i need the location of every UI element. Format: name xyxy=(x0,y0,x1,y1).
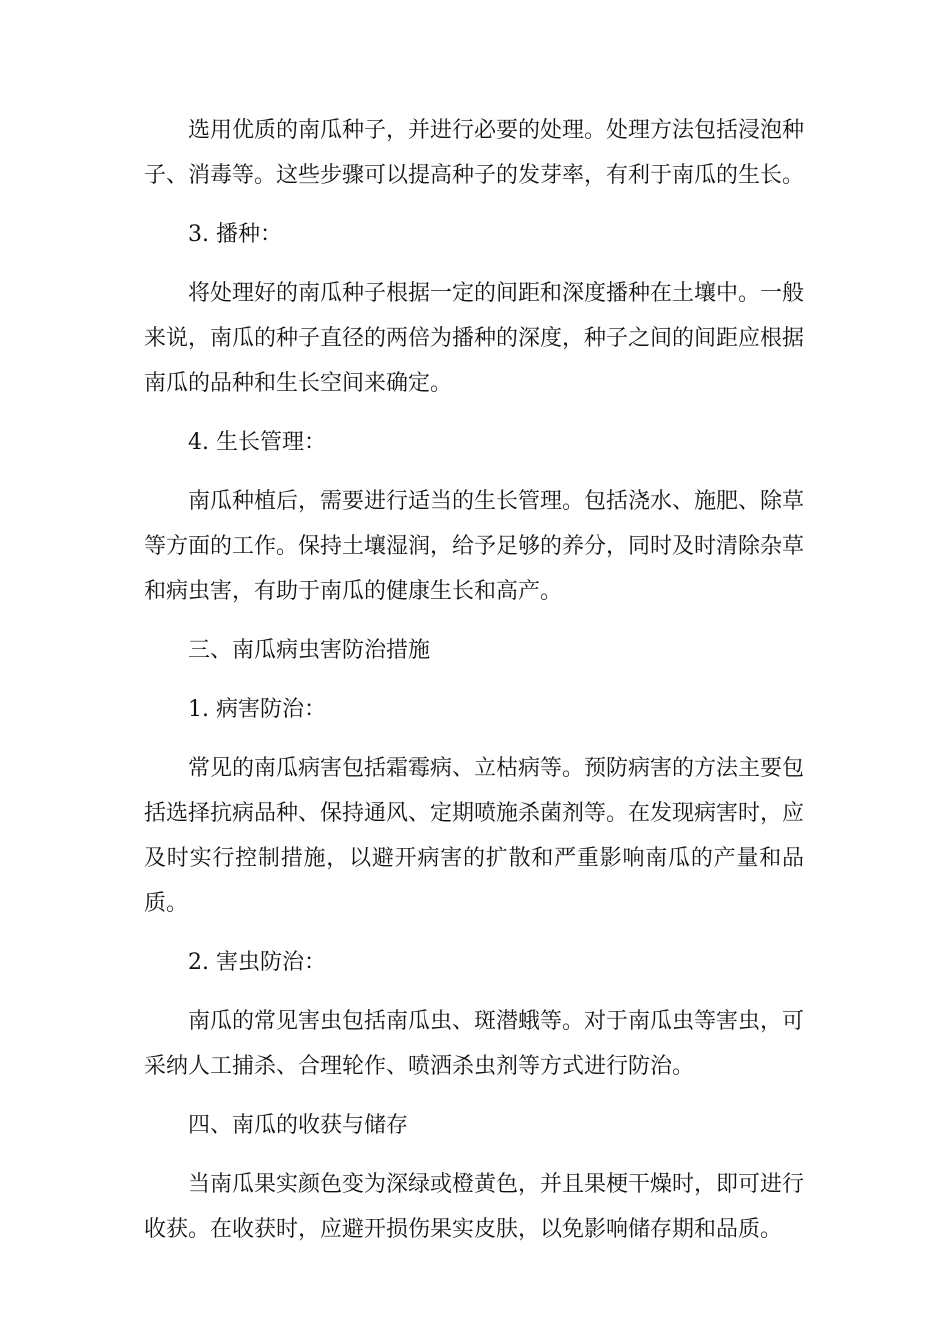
insect-control-paragraph: 南瓜的常见害虫包括南瓜虫、斑潜蛾等。对于南瓜虫等害虫，可采纳人工捕杀、合理轮作、喷洒杀虫剂等方式进行防治。 xyxy=(144,1009,805,1079)
disease-control-heading: 1. 病害防治： xyxy=(188,697,326,722)
insect-control-heading: 2. 害虫防治： xyxy=(188,950,326,975)
pest-control-section-heading: 三、南瓜病虫害防治措施 xyxy=(188,638,431,663)
harvest-paragraph: 当南瓜果实颜色变为深绿或橙黄色，并且果梗干燥时，即可进行收获。在收获时，应避开损伤果实皮肤，以免影响储存期和品质。 xyxy=(144,1172,805,1242)
sowing-heading: 3. 播种： xyxy=(188,222,282,247)
growth-management-heading: 4. 生长管理： xyxy=(188,430,326,455)
sowing-paragraph: 将处理好的南瓜种子根据一定的间距和深度播种在土壤中。一般来说，南瓜的种子直径的两倍为播种的深度，种子之间的间距应根据南瓜的品种和生长空间来确定。 xyxy=(144,281,805,396)
growth-management-paragraph: 南瓜种植后，需要进行适当的生长管理。包括浇水、施肥、除草等方面的工作。保持土壤湿润，给予足够的养分，同时及时清除杂草和病虫害，有助于南瓜的健康生长和高产。 xyxy=(144,489,805,604)
document-body xyxy=(144,108,804,1266)
disease-control-paragraph: 常见的南瓜病害包括霜霉病、立枯病等。预防病害的方法主要包括选择抗病品种、保持通风、定期喷施杀菌剂等。在发现病害时，应及时实行控制措施，以避开病害的扩散和严重影响南瓜的产量和品质。 xyxy=(144,756,805,916)
seed-treatment-paragraph: 选用优质的南瓜种子，并进行必要的处理。处理方法包括浸泡种子、消毒等。这些步骤可以提高种子的发芽率，有利于南瓜的生长。 xyxy=(144,118,805,188)
harvest-storage-section-heading: 四、南瓜的收获与储存 xyxy=(188,1113,409,1138)
